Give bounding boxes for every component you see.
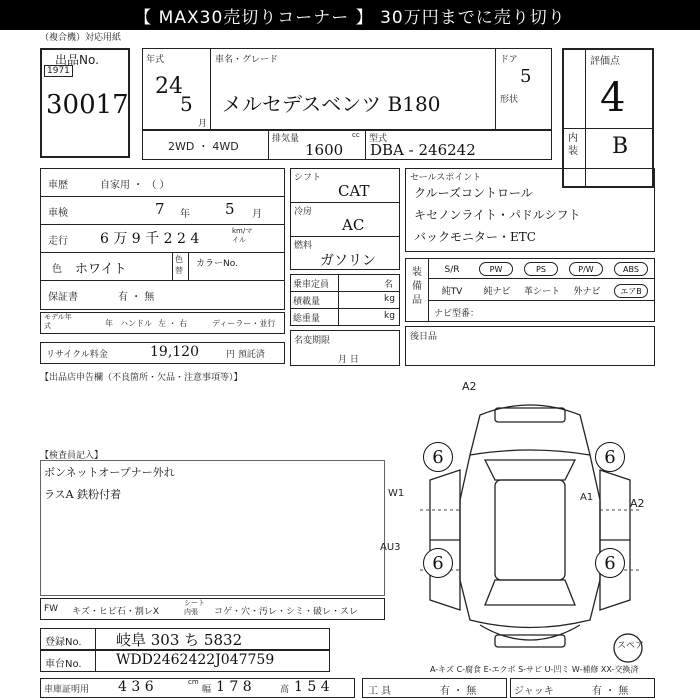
after-items-box	[405, 326, 655, 366]
form-note: （複合機）対応用紙	[40, 33, 122, 43]
fw-legend: キズ・ヒビ石・割レX	[72, 607, 159, 617]
damage-w1: W1	[388, 488, 405, 499]
mileage-value: 6 万 9 千 2 2 4	[100, 231, 200, 247]
cert-label: 車庫証明用	[44, 685, 90, 695]
banner: 【 MAX30売切りコーナー 】 30万円までに売り切り	[0, 0, 700, 30]
interior-value: B	[612, 134, 629, 159]
year-value: 24	[155, 74, 183, 99]
length-value: 4 3 6	[118, 679, 154, 695]
inspector-box	[40, 460, 385, 596]
car-diagram	[400, 380, 660, 665]
import-value: ディーラー・並行	[212, 319, 276, 328]
color-change-label: 色替	[175, 255, 183, 275]
warranty-value: 有 ・ 無	[118, 292, 155, 303]
damage-au3: AU3	[380, 542, 401, 553]
shape-label: 形状	[500, 95, 519, 105]
equip-ext-navi: 外ナビ	[573, 287, 601, 297]
damage-a2-top: A2	[462, 380, 477, 393]
model-value: DBA - 246242	[370, 141, 476, 159]
model-year-label: モデル年式	[44, 313, 72, 330]
damage-a1: A1	[580, 492, 594, 503]
lot-number: 30017	[46, 90, 129, 120]
mileage-unit: km/マイル	[232, 227, 253, 244]
remarks-label: 【出品店申告欄（不良箇所・欠品・注意事項等）】	[40, 373, 243, 383]
interior-label: 内装	[568, 133, 578, 157]
year-label: 年式	[146, 55, 165, 65]
equip-airbag: エアB	[614, 284, 648, 298]
width-value: 1 7 8	[216, 679, 252, 695]
tire-rear-left: 6	[423, 548, 453, 578]
tools-label: 工 具	[368, 686, 392, 697]
car-name: メルセデスベンツ B180	[222, 92, 441, 116]
equip-ps: PS	[524, 262, 558, 276]
after-items-label: 後日品	[410, 332, 438, 342]
equip-abs: ABS	[614, 262, 648, 276]
weight-label: 総重量	[293, 314, 321, 324]
height-value: 1 5 4	[294, 679, 330, 695]
inspection-month: 5	[225, 200, 235, 218]
color-label: 色	[52, 264, 62, 275]
sales-point-1: クルーズコントロール	[414, 186, 533, 200]
door-value: 5	[520, 66, 532, 87]
spare-label: スペア	[617, 641, 645, 651]
fw-label: FW	[44, 604, 59, 614]
load-label: 積載量	[293, 297, 321, 307]
navi-model-label: ナビ型番：	[434, 309, 480, 319]
load-unit: kg	[384, 294, 395, 304]
shift-value: CAT	[338, 182, 370, 200]
inspection-label: 車検	[48, 208, 68, 219]
ac-value: AC	[342, 216, 365, 234]
mileage-label: 走行	[48, 236, 68, 247]
equipment-label: 装備品	[412, 267, 422, 306]
car-name-label: 車名・グレード	[215, 55, 279, 65]
sales-points-label: セールスポイント	[410, 173, 482, 183]
handle-value: 左 ・ 右	[158, 319, 188, 328]
ac-label: 冷房	[294, 207, 313, 217]
color-no-label: カラーNo.	[196, 259, 238, 269]
inspection-year: 7	[155, 200, 165, 218]
lot-label: 出品No.	[55, 53, 99, 67]
seat-label: シート内張	[184, 599, 205, 616]
model-label: 型式	[369, 134, 388, 144]
color-value: ホワイト	[75, 262, 127, 277]
recycle-unit: 円 預託済	[226, 350, 265, 360]
seat-legend: コゲ・穴・汚レ・シミ・破レ・スレ	[214, 607, 359, 617]
equip-sunroof: S/R	[444, 264, 460, 275]
sales-point-2: キセノンライト・パドルシフト	[414, 208, 581, 222]
month-unit: 月	[198, 119, 208, 129]
recycle-value: 19,120	[150, 344, 199, 360]
drive-value: 2WD ・ 4WD	[168, 140, 239, 153]
handle-label: ハンドル	[120, 319, 152, 328]
sales-point-3: バックモニター・ETC	[414, 230, 536, 244]
recycle-label: リサイクル料金	[46, 350, 108, 360]
history-label: 車歴	[48, 180, 68, 191]
score-label: 評価点	[590, 56, 620, 67]
inspection-year-unit: 年	[180, 209, 190, 220]
lot-code: 1971	[44, 65, 73, 77]
capacity-label: 乗車定員	[293, 280, 330, 290]
tire-rear-right: 6	[595, 548, 625, 578]
damage-legend: A-キズ C-腐食 E-エクボ S-サビ U-凹ミ W-補修 XX-交換済	[430, 665, 639, 674]
equip-leather: 革シート	[523, 287, 560, 297]
height-label: 高	[280, 685, 290, 695]
reg-label: 登録No.	[45, 637, 82, 648]
vin-label: 車台No.	[45, 659, 82, 670]
tire-front-left: 6	[423, 442, 453, 472]
shift-label: シフト	[294, 173, 322, 183]
inspector-note-2: ラスA 鉄粉付着	[44, 488, 122, 501]
reg-value: 岐阜 303 ち 5832	[116, 631, 243, 649]
displacement-label: 排気量	[272, 134, 300, 144]
tire-front-right: 6	[595, 442, 625, 472]
jack-label: ジャッキ	[514, 686, 554, 697]
vin-value: WDD2462422J047759	[116, 652, 275, 668]
inspector-label: 【検査員記入】	[40, 451, 104, 461]
inspection-month-unit: 月	[252, 209, 262, 220]
month-value: 5	[180, 92, 193, 116]
history-value: 自家用 ・ （ ）	[100, 180, 170, 191]
equip-tv: 純TV	[441, 287, 463, 297]
inspector-note-1: ボンネットオープナー外れ	[44, 466, 175, 479]
model-year-unit: 年	[105, 319, 113, 328]
score-value: 4	[600, 75, 626, 121]
jack-value: 有 ・ 無	[592, 686, 629, 697]
deadline-label: 名変期限	[294, 336, 331, 346]
deadline-unit: 月 日	[338, 355, 359, 365]
width-label: 幅	[202, 685, 212, 695]
tools-value: 有 ・ 無	[440, 686, 477, 697]
equip-pw: PW	[479, 262, 513, 276]
warranty-label: 保証書	[48, 292, 78, 303]
fuel-value: ガソリン	[320, 253, 376, 269]
auction-sheet	[0, 30, 700, 700]
damage-a2-right: A2	[630, 497, 645, 510]
weight-unit: kg	[384, 311, 395, 321]
displacement-value: 1600	[305, 141, 344, 159]
door-label: ドア	[500, 55, 518, 65]
equip-aw: P/W	[569, 262, 603, 276]
length-unit: cm	[188, 678, 199, 686]
capacity-unit: 名	[384, 280, 394, 290]
displacement-unit: cc	[352, 131, 360, 139]
fuel-label: 燃料	[294, 241, 313, 251]
equip-navi: 純ナビ	[483, 287, 511, 297]
